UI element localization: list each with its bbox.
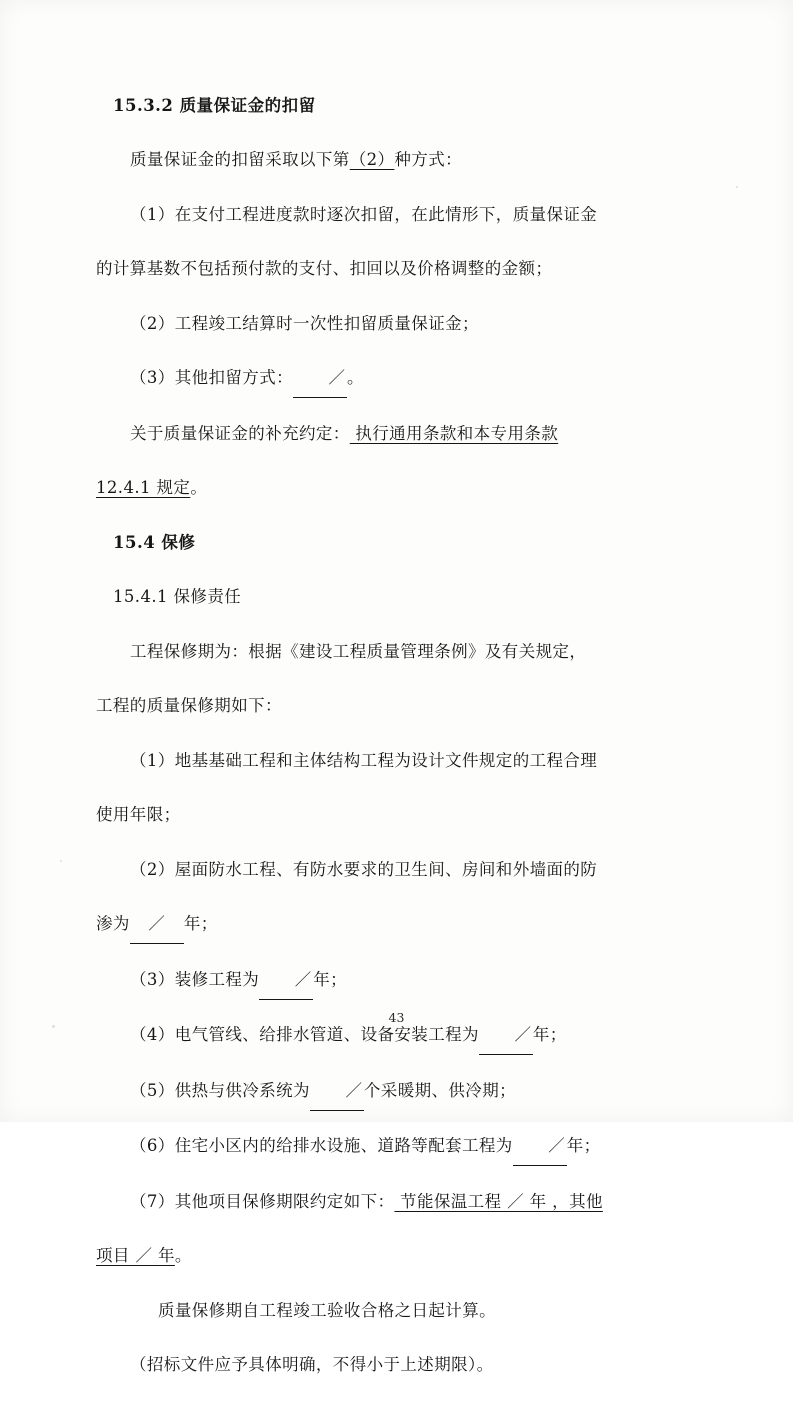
text-run: 12.4.1 规定: [96, 478, 191, 497]
fill-in-blank: ／: [130, 905, 184, 944]
text-run: 执行通用条款和本专用条款: [349, 423, 559, 443]
document-paragraph-line: [96, 1346, 696, 1384]
text-run: （1）在支付工程进度款时逐次扣留，在此情形下，质量保证金: [130, 204, 598, 224]
section-15-4-1-paragraphs: [96, 633, 696, 1385]
text-run: 项目 ／ 年: [96, 1246, 175, 1265]
text-run: 的计算基数不包括预付款的支付、扣回以及价格调整的金额；: [96, 259, 553, 278]
document-paragraph-line: [96, 250, 696, 288]
text-run: （3）装修工程为: [130, 969, 260, 989]
document-paragraph-line: [96, 1237, 696, 1275]
text-run: 年；: [566, 1136, 601, 1155]
document-paragraph-line: [96, 305, 696, 343]
text-run: 使用年限；: [96, 805, 181, 824]
document-paragraph-line: [96, 742, 696, 780]
text-run: 关于质量保证金的补充约定：: [130, 423, 350, 443]
text-run: 质量保证金的扣留采取以下第: [130, 150, 350, 169]
document-paragraph-line: [96, 196, 696, 234]
text-run: （招标文件应予具体明确，不得小于上述期限）。: [130, 1355, 494, 1374]
section-heading-15-4: 15.4 保修: [113, 532, 196, 552]
document-paragraph-line: [96, 1072, 696, 1111]
text-run: （4）电气管线、给排水管道、设备安装工程为: [130, 1025, 479, 1044]
section-15-3-2-paragraphs: [96, 141, 696, 507]
text-run: （5）供热与供冷系统为: [130, 1080, 310, 1100]
text-run: 。: [190, 478, 208, 497]
fill-in-blank: ／: [479, 1016, 533, 1055]
text-run: 年；: [532, 1025, 567, 1044]
text-run: 个采暖期、供冷期；: [363, 1080, 517, 1100]
text-run: 工程的质量保修期如下：: [96, 696, 282, 715]
scan-speck: [60, 860, 62, 862]
text-run: （2）屋面防水工程、有防水要求的卫生间、房间和外墙面的防: [130, 859, 598, 879]
text-run: 工程保修期为：根据《建设工程质量管理条例》及有关规定，: [130, 641, 587, 661]
text-run: 节能保温工程 ／ 年 ，其他: [394, 1191, 603, 1211]
scan-speck: [736, 186, 738, 188]
document-paragraph-line: [96, 961, 696, 1000]
text-run: （6）住宅小区内的给排水设施、道路等配套工程为: [130, 1136, 513, 1155]
text-run: （3）其他扣留方式：: [130, 368, 293, 387]
document-paragraph-line: [96, 141, 696, 179]
document-body: [96, 70, 696, 1401]
document-paragraph-line: [96, 687, 696, 725]
text-run: 。: [347, 368, 364, 387]
text-run: （7）其他项目保修期限约定如下：: [130, 1191, 395, 1211]
text-run: 渗为: [96, 914, 130, 933]
document-paragraph-line: [96, 851, 696, 889]
document-paragraph-line: [96, 905, 696, 944]
text-run: （2）: [349, 150, 395, 169]
document-paragraph-line: [96, 1127, 696, 1166]
page-number: 43: [388, 1010, 405, 1025]
text-run: 年；: [183, 914, 218, 933]
text-run: 质量保修期自工程竣工验收合格之日起计算。: [158, 1300, 496, 1320]
document-paragraph-line: [96, 469, 696, 507]
section-heading-15-4-1: 15.4.1 保修责任: [113, 587, 242, 606]
text-run: （2）工程竣工结算时一次性扣留质量保证金；: [130, 313, 479, 333]
document-paragraph-line: [96, 415, 696, 453]
fill-in-blank: ／: [259, 961, 313, 1000]
document-paragraph-line: [96, 1183, 696, 1221]
text-run: 年；: [313, 969, 348, 989]
fill-in-blank: ／: [310, 1072, 364, 1111]
text-run: （1）地基基础工程和主体结构工程为设计文件规定的工程合理: [130, 750, 598, 770]
document-paragraph-line: [96, 796, 696, 834]
text-run: 种方式：: [394, 150, 463, 169]
section-heading-15-3-2: 15.3.2 质量保证金的扣留: [113, 95, 316, 115]
fill-in-blank: ／: [293, 359, 347, 398]
document-paragraph-line: [96, 1292, 696, 1330]
scan-speck: [52, 1025, 55, 1028]
text-run: 。: [174, 1246, 192, 1265]
document-paragraph-line: [96, 359, 696, 398]
document-paragraph-line: [96, 633, 696, 671]
fill-in-blank: ／: [513, 1127, 567, 1166]
